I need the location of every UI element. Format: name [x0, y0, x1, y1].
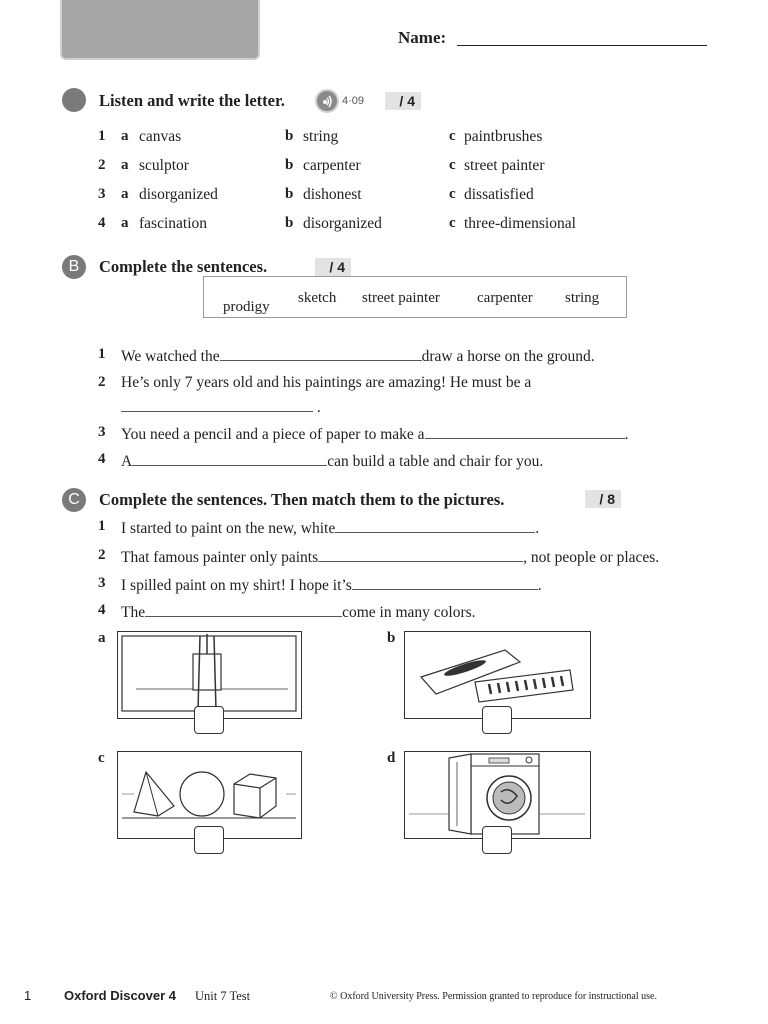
- sentence: [121, 424, 628, 444]
- answer-blank[interactable]: [335, 518, 535, 533]
- item-number: 1: [98, 518, 106, 534]
- sentence-text: You need a pencil and a piece of paper to make a: [121, 426, 425, 443]
- sentence-text: That famous painter only paints: [121, 549, 319, 566]
- answer-blank[interactable]: [145, 602, 342, 617]
- option-a[interactable]: canvas: [139, 128, 182, 145]
- option-letter-a: a: [121, 186, 129, 202]
- option-letter-b: b: [285, 215, 294, 231]
- item-number: 2: [98, 374, 106, 390]
- option-b[interactable]: disorganized: [303, 215, 382, 232]
- footer-unit: Unit 7 Test: [195, 989, 251, 1003]
- section-c-marker: C: [62, 488, 86, 512]
- option-letter-c: c: [449, 186, 456, 202]
- option-a[interactable]: sculptor: [139, 157, 189, 174]
- sentence-text: I spilled paint on my shirt! I hope it’s: [121, 577, 352, 594]
- word-bank-item: sketch: [298, 290, 337, 306]
- sentence-text: draw a horse on the ground.: [421, 348, 595, 365]
- sentence: [121, 575, 542, 595]
- washing-machine-icon: [405, 752, 589, 837]
- picture-label: c: [98, 750, 105, 766]
- footer-copyright: © Oxford University Press. Permission granted to reproduce for instructional use.: [330, 991, 657, 1002]
- sentence: [121, 518, 539, 538]
- name-answer-line[interactable]: [457, 45, 707, 46]
- word-bank-item: prodigy: [223, 299, 270, 315]
- sentence-text: We watched the: [121, 348, 220, 365]
- header-tab-banner: [60, 0, 260, 60]
- option-letter-b: b: [285, 157, 294, 173]
- audio-track-number: 4·09: [342, 95, 365, 107]
- option-c[interactable]: paintbrushes: [464, 128, 543, 145]
- sentence: [121, 602, 476, 622]
- item-number: 1: [98, 346, 106, 362]
- sentence-text: .: [316, 399, 321, 416]
- answer-blank[interactable]: [132, 451, 327, 466]
- answer-box-d[interactable]: [482, 826, 512, 854]
- word-bank-item: street painter: [362, 290, 440, 306]
- option-letter-a: a: [121, 128, 129, 144]
- sentence-text: come in many colors.: [342, 604, 476, 621]
- sentence-text: He’s only 7 years old and his paintings are amazing! He must be a: [121, 374, 532, 391]
- sentence: [121, 547, 659, 567]
- sentence: [121, 397, 321, 417]
- option-b[interactable]: string: [303, 128, 339, 145]
- answer-box-c[interactable]: [194, 826, 224, 854]
- word-bank-item: string: [565, 290, 600, 306]
- sentence-text: .: [537, 577, 542, 594]
- option-c[interactable]: dissatisfied: [464, 186, 534, 203]
- picture-label: a: [98, 630, 106, 646]
- answer-blank[interactable]: [220, 346, 422, 361]
- item-number: 1: [98, 128, 106, 144]
- option-letter-a: a: [121, 215, 129, 231]
- page-number: 1: [24, 988, 32, 1003]
- option-c[interactable]: three-dimensional: [464, 215, 576, 232]
- answer-box-a[interactable]: [194, 706, 224, 734]
- answer-blank[interactable]: [318, 547, 523, 562]
- section-a-title: Listen and write the letter.: [99, 91, 285, 110]
- sentence: [121, 346, 595, 366]
- picture-label: d: [387, 750, 396, 766]
- option-letter-b: b: [285, 186, 294, 202]
- sentence-text: I started to paint on the new, white: [121, 520, 336, 537]
- word-bank-item: carpenter: [477, 290, 533, 306]
- option-b[interactable]: carpenter: [303, 157, 361, 174]
- item-number: 2: [98, 157, 106, 173]
- item-number: 3: [98, 424, 106, 440]
- option-a[interactable]: fascination: [139, 215, 208, 232]
- option-a[interactable]: disorganized: [139, 186, 218, 203]
- name-label: Name:: [398, 28, 447, 47]
- answer-box-b[interactable]: [482, 706, 512, 734]
- item-number: 3: [98, 575, 106, 591]
- item-number: 3: [98, 186, 106, 202]
- easel-canvas-icon: [118, 632, 300, 717]
- paint-box-icon: [405, 632, 589, 717]
- option-b[interactable]: dishonest: [303, 186, 362, 203]
- section-b-title: Complete the sentences.: [99, 257, 268, 276]
- footer-brand: Oxford Discover 4: [64, 988, 176, 1003]
- section-a-marker: [62, 88, 86, 112]
- section-b-marker: B: [62, 255, 86, 279]
- audio-track-icon: [317, 91, 337, 111]
- sentence-text: .: [624, 426, 629, 443]
- option-letter-b: b: [285, 128, 294, 144]
- item-number: 2: [98, 547, 106, 563]
- sentence-text: A: [121, 453, 133, 470]
- item-number: 4: [98, 602, 106, 618]
- answer-blank[interactable]: [352, 575, 538, 590]
- section-b-score: / 4: [315, 258, 351, 276]
- section-c-score: / 8: [585, 490, 621, 508]
- option-letter-c: c: [449, 157, 456, 173]
- section-a-score: / 4: [385, 92, 421, 110]
- 3d-shapes-icon: [118, 752, 300, 837]
- answer-blank[interactable]: [425, 424, 625, 439]
- option-letter-c: c: [449, 215, 456, 231]
- picture-label: b: [387, 630, 396, 646]
- item-number: 4: [98, 451, 106, 467]
- sentence-text: , not people or places.: [523, 549, 660, 566]
- option-letter-a: a: [121, 157, 129, 173]
- section-c-title: Complete the sentences. Then match them to the pictures.: [99, 490, 505, 509]
- sentence-text: The: [121, 604, 146, 621]
- sentence-text: can build a table and chair for you.: [327, 453, 544, 470]
- sentence-text: .: [535, 520, 540, 537]
- option-letter-c: c: [449, 128, 456, 144]
- option-c[interactable]: street painter: [464, 157, 545, 174]
- answer-blank[interactable]: [121, 397, 313, 412]
- item-number: 4: [98, 215, 106, 231]
- sentence: [121, 451, 543, 471]
